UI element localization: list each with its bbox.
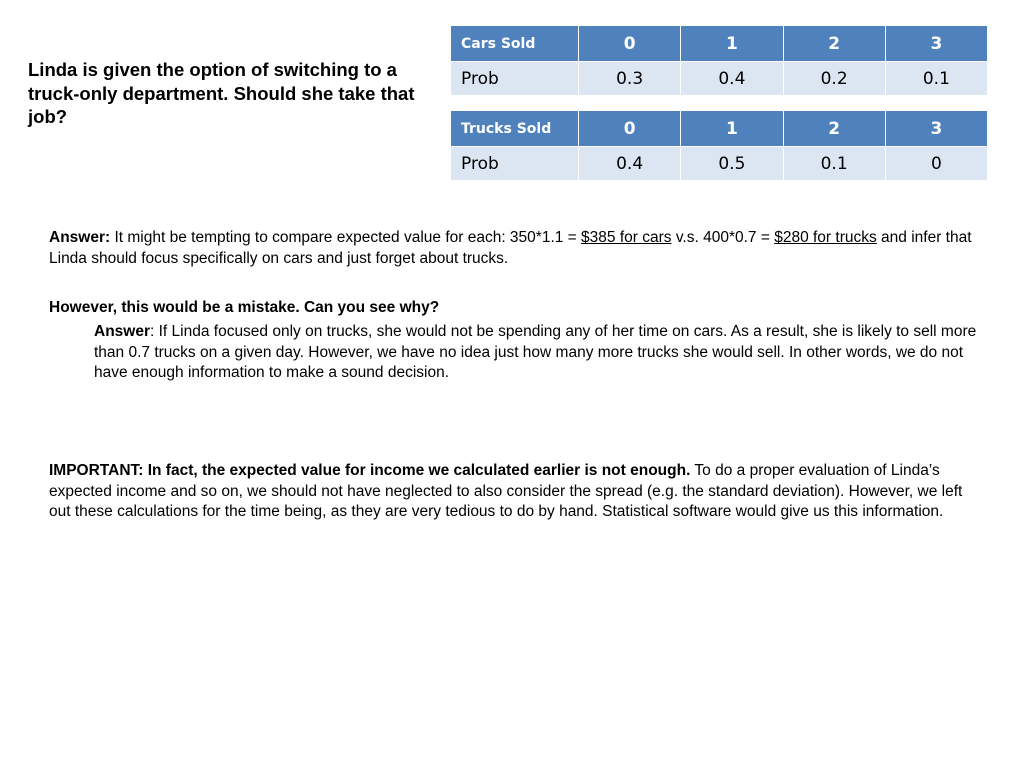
answer2-label: Answer xyxy=(94,323,150,340)
answer-text-a: It might be tempting to compare expected value for each: 350*1.1 = xyxy=(110,229,582,246)
cars-prob-cell: 0.4 xyxy=(681,62,783,96)
trucks-prob-row xyxy=(451,147,988,181)
cars-expected-value: $385 for cars xyxy=(581,229,672,246)
trucks-prob-cell: 0.4 xyxy=(579,147,681,181)
important-note xyxy=(49,461,979,523)
cars-header-cell: 0 xyxy=(579,26,681,62)
trucks-header-cell: 1 xyxy=(681,111,783,147)
answer-explanation xyxy=(94,322,979,384)
cars-header-cell: 2 xyxy=(783,26,885,62)
trucks-header-row xyxy=(451,111,988,147)
trucks-prob-cell: 0.5 xyxy=(681,147,783,181)
trucks-header-cell: 2 xyxy=(783,111,885,147)
cars-prob-row xyxy=(451,62,988,96)
answer-label: Answer: xyxy=(49,229,111,246)
trucks-header-cell: 0 xyxy=(579,111,681,147)
trucks-sold-table xyxy=(450,110,988,181)
cars-header-row xyxy=(451,26,988,62)
trucks-header-label: Trucks Sold xyxy=(451,111,579,147)
question-text: Linda is given the option of switching to a truck-only department. Should she take that job? xyxy=(28,59,415,127)
mistake-question: However, this would be a mistake. Can you see why? xyxy=(49,299,440,316)
trucks-row-label: Prob xyxy=(451,147,579,181)
answer-paragraph xyxy=(49,228,979,269)
trucks-prob-cell: 0.1 xyxy=(783,147,885,181)
cars-prob-cell: 0.2 xyxy=(783,62,885,96)
cars-header-cell: 3 xyxy=(885,26,987,62)
answer2-text: : If Linda focused only on trucks, she would not be spending any of her time on cars. As a result, she is likely to sell more than 0.7 trucks on a given day. However, we have no idea just how many more trucks she would sell. In other words, we do not have enough information to make a sound decision. xyxy=(94,323,977,381)
cars-prob-cell: 0.1 xyxy=(885,62,987,96)
trucks-header-cell: 3 xyxy=(885,111,987,147)
important-bold: IMPORTANT: In fact, the expected value for income we calculated earlier is not enough. xyxy=(49,462,691,479)
trucks-expected-value: $280 for trucks xyxy=(774,229,877,246)
cars-header-label: Cars Sold xyxy=(451,26,579,62)
cars-prob-cell: 0.3 xyxy=(579,62,681,96)
answer-text-c: and infer that Linda should focus specifically on cars and just forget about trucks. xyxy=(49,229,972,267)
cars-header-cell: 1 xyxy=(681,26,783,62)
trucks-prob-cell: 0 xyxy=(885,147,987,181)
cars-row-label: Prob xyxy=(451,62,579,96)
important-text: To do a proper evaluation of Linda’s expected income and so on, we should not have neglected to also consider the spread (e.g. the standard deviation). However, we left out these calculations for the time being, as they are very tedious to do by hand. Statistical software would give us this information. xyxy=(49,462,963,520)
cars-sold-table xyxy=(450,25,988,96)
answer-text-b: v.s. 400*0.7 = xyxy=(671,229,775,246)
